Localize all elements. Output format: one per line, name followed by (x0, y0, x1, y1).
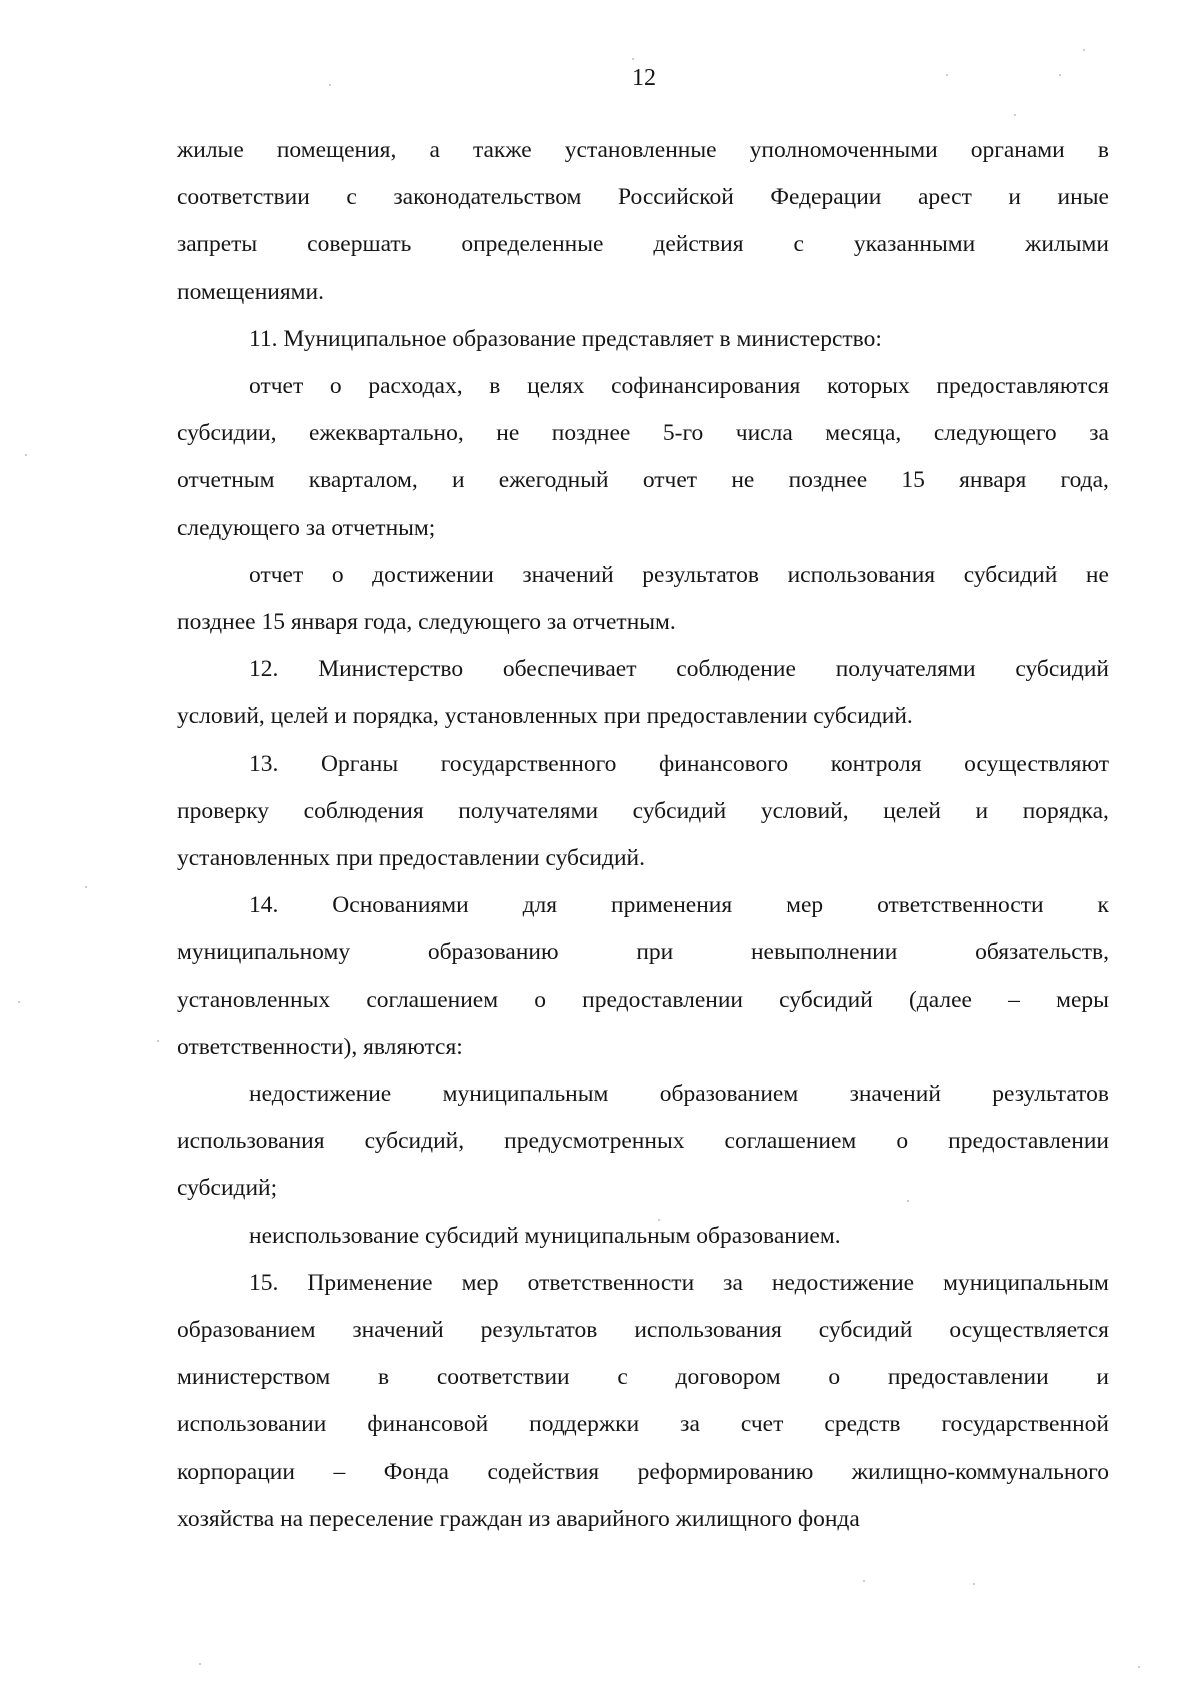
text-line: установленных при предоставлении субсидий. (177, 845, 645, 872)
word: в (378, 1364, 390, 1391)
word: предоставлении (948, 1128, 1109, 1155)
word: не (496, 420, 520, 447)
paragraph-p11b (177, 552, 1109, 646)
document-body (177, 127, 1109, 1543)
word: результатов (642, 561, 759, 588)
word: при (636, 939, 674, 966)
word: муниципальным (943, 1269, 1109, 1296)
word: образованием (177, 1317, 316, 1344)
paragraph-p11 (177, 316, 1109, 363)
text-line (177, 363, 1109, 410)
scan-speck (329, 84, 331, 86)
word: мер (786, 892, 824, 919)
word: субсидий (1015, 656, 1109, 683)
text-line (177, 1260, 1109, 1307)
word: субсидий (779, 986, 873, 1013)
word: – (1008, 986, 1020, 1013)
word: отчет (249, 561, 304, 588)
word: указанными (853, 231, 976, 258)
page-number: 12 (632, 65, 656, 91)
text-line (177, 174, 1109, 221)
scan-speck (1138, 1666, 1140, 1668)
text-line: условий, целей и порядка, установленных при предоставлении субсидий. (177, 703, 913, 730)
scan-speck (1014, 114, 1016, 116)
text-line (177, 127, 1109, 174)
word: контроля (830, 750, 922, 777)
word: недостижение (249, 1081, 392, 1108)
text-line: помещениями. (177, 278, 324, 305)
text-line: неиспользование субсидий муниципальным образованием. (249, 1222, 841, 1249)
word: Фонда (383, 1458, 449, 1485)
text-line: субсидий; (177, 1175, 278, 1202)
word: меры (1056, 986, 1109, 1013)
word: применения (611, 892, 733, 919)
word: о (329, 373, 342, 400)
word: для (522, 892, 558, 919)
word: расходах, (368, 373, 463, 400)
scan-speck (973, 1583, 975, 1585)
text-line: следующего за отчетным; (177, 514, 436, 541)
word: государственной (941, 1411, 1109, 1438)
word: и (1096, 1364, 1109, 1391)
text-line (177, 1071, 1109, 1118)
word: уполномоченными (749, 137, 938, 163)
word: в (489, 373, 501, 400)
word: ответственности (527, 1269, 695, 1296)
word: субсидий (963, 561, 1058, 588)
word: реформированию (637, 1458, 814, 1485)
word: а (429, 137, 440, 163)
word: и (451, 467, 465, 494)
scan-speck (85, 886, 87, 888)
word: 5-го (662, 420, 704, 447)
word: органами (970, 137, 1065, 163)
word: следующего (933, 420, 1057, 447)
word: значений (352, 1317, 444, 1344)
word: соблюдения (303, 797, 424, 824)
word: предусмотренных (504, 1128, 685, 1155)
word: Российской (618, 184, 734, 211)
word: 14. (249, 892, 279, 919)
word: совершать (307, 231, 412, 258)
word: помещения, (276, 137, 397, 163)
word: арест (917, 184, 972, 211)
word: – (333, 1458, 346, 1485)
word: результатов (480, 1317, 598, 1344)
word: 15 (901, 467, 925, 494)
text-line (177, 741, 1109, 788)
word: соглашением (366, 986, 499, 1013)
word: установленных (177, 986, 331, 1013)
word: отчет (249, 373, 304, 400)
scan-speck (632, 58, 634, 60)
word: соглашением (724, 1128, 857, 1155)
text-line (177, 1307, 1109, 1354)
word: года, (1060, 467, 1109, 494)
word: соответствии (177, 184, 310, 211)
paragraph-p12 (177, 646, 1109, 740)
word: позднее (551, 420, 631, 447)
scan-speck (1059, 74, 1061, 76)
word: министерством (177, 1364, 331, 1391)
text-line: 11. Муниципальное образование представляет в министерство: (249, 325, 882, 352)
word: с (793, 231, 804, 258)
word: обеспечивает (502, 656, 637, 683)
text-line (177, 457, 1109, 504)
paragraph-p13 (177, 741, 1109, 883)
paragraph-p14 (177, 882, 1109, 1071)
scan-speck (25, 454, 27, 456)
text-line (177, 1449, 1109, 1496)
word: запреты (177, 231, 258, 258)
text-line (177, 410, 1109, 457)
word: (далее (908, 986, 972, 1013)
word: жилыми (1025, 231, 1109, 258)
word: муниципальным (442, 1081, 609, 1108)
word: субсидий (818, 1317, 913, 1344)
scan-speck (907, 1200, 909, 1202)
word: муниципальному (177, 939, 351, 966)
paragraph-p11a (177, 363, 1109, 552)
text-line (177, 929, 1109, 976)
word: корпорации (177, 1458, 295, 1485)
word: значений (522, 561, 614, 588)
word: использовании (177, 1411, 327, 1438)
word: получателями (458, 797, 599, 824)
word: о (828, 1364, 841, 1391)
word: о (896, 1128, 909, 1155)
text-line (177, 788, 1109, 835)
word: средств (824, 1411, 901, 1438)
word: поддержки (529, 1411, 640, 1438)
word: 15. (249, 1269, 279, 1296)
word: не (731, 467, 755, 494)
word: которых (827, 373, 910, 400)
scan-speck (199, 1663, 201, 1665)
word: за (680, 1411, 700, 1438)
scan-speck (1083, 49, 1085, 51)
word: с (617, 1364, 628, 1391)
word: порядка, (1022, 797, 1109, 824)
text-line: ответственности), являются: (177, 1033, 463, 1060)
scan-speck (946, 74, 948, 76)
word: января (959, 467, 1027, 494)
word: жилые (177, 137, 244, 163)
word: законодательством (393, 184, 582, 211)
word: иные (1057, 184, 1109, 211)
word: предоставлении (887, 1364, 1049, 1391)
text-line (177, 1354, 1109, 1401)
word: месяца, (825, 420, 902, 447)
word: с (346, 184, 357, 211)
word: соблюдение (676, 656, 796, 683)
word: действия (653, 231, 744, 258)
scan-speck (157, 1040, 159, 1042)
word: предоставлении (582, 986, 743, 1013)
word: установленные (564, 137, 717, 163)
text-line: хозяйства на переселение граждан из аварийного жилищного фонда (177, 1505, 860, 1532)
word: образованием (659, 1081, 799, 1108)
paragraph-p14b (177, 1213, 1109, 1260)
word: целей (883, 797, 941, 824)
word: Основаниями (332, 892, 469, 919)
word: и (975, 797, 989, 824)
word: условий, (760, 797, 849, 824)
word: договором (675, 1364, 781, 1391)
word: использования (787, 561, 936, 588)
word: кварталом, (308, 467, 418, 494)
word: недостижение (771, 1269, 915, 1296)
word: определенные (461, 231, 604, 258)
text-line (177, 1118, 1109, 1165)
word: финансового (659, 750, 789, 777)
word: результатов (992, 1081, 1109, 1108)
word: отчет (642, 467, 698, 494)
word: о (534, 986, 546, 1013)
text-line (177, 977, 1109, 1024)
word: субсидии, (177, 420, 277, 447)
paragraph-p0 (177, 127, 1109, 316)
word: обязательств, (975, 939, 1109, 966)
word: в (1097, 137, 1109, 163)
word: целях (527, 373, 585, 400)
word: содействия (487, 1458, 600, 1485)
word: субсидий, (364, 1128, 465, 1155)
word: предоставляются (936, 373, 1109, 400)
word: ответственности (877, 892, 1044, 919)
word: счет (740, 1411, 784, 1438)
word: отчетным (177, 467, 275, 494)
word: позднее (788, 467, 868, 494)
text-line (177, 646, 1109, 693)
word: невыполнении (750, 939, 898, 966)
word: за (1089, 420, 1109, 447)
word: 12. (249, 656, 279, 683)
word: достижении (372, 561, 494, 588)
paragraph-p15 (177, 1260, 1109, 1543)
word: к (1097, 892, 1109, 919)
word: значений (849, 1081, 941, 1108)
scan-speck (658, 1219, 660, 1221)
word: числа (735, 420, 793, 447)
text-line (177, 221, 1109, 268)
word: и (1008, 184, 1021, 211)
word: Федерации (770, 184, 882, 211)
word: финансовой (367, 1411, 489, 1438)
word: соответствии (436, 1364, 570, 1391)
word: получателями (835, 656, 976, 683)
word: ежегодный (498, 467, 609, 494)
word: использования (634, 1317, 782, 1344)
word: ежеквартально, (309, 420, 464, 447)
word: Применение (307, 1269, 433, 1296)
word: субсидий (632, 797, 727, 824)
word: мер (461, 1269, 499, 1296)
word: использования (177, 1128, 325, 1155)
word: осуществляют (964, 750, 1109, 777)
word: образованию (427, 939, 559, 966)
word: проверку (177, 797, 270, 824)
scan-speck (18, 1001, 20, 1003)
word: осуществляется (949, 1317, 1109, 1344)
paragraph-p14a (177, 1071, 1109, 1213)
word: государственного (440, 750, 617, 777)
word: также (472, 137, 532, 163)
scan-speck (863, 1580, 865, 1582)
text-line: позднее 15 января года, следующего за отчетным. (177, 609, 676, 636)
word: софинансирования (611, 373, 801, 400)
word: Органы (320, 750, 399, 777)
word: Министерство (318, 656, 464, 683)
text-line (177, 1401, 1109, 1448)
text-line (177, 882, 1109, 929)
word: жилищно-коммунального (851, 1458, 1109, 1485)
word: о (331, 561, 344, 588)
word: не (1085, 561, 1109, 588)
text-line (177, 552, 1109, 599)
word: 13. (249, 750, 279, 777)
word: за (723, 1269, 743, 1296)
